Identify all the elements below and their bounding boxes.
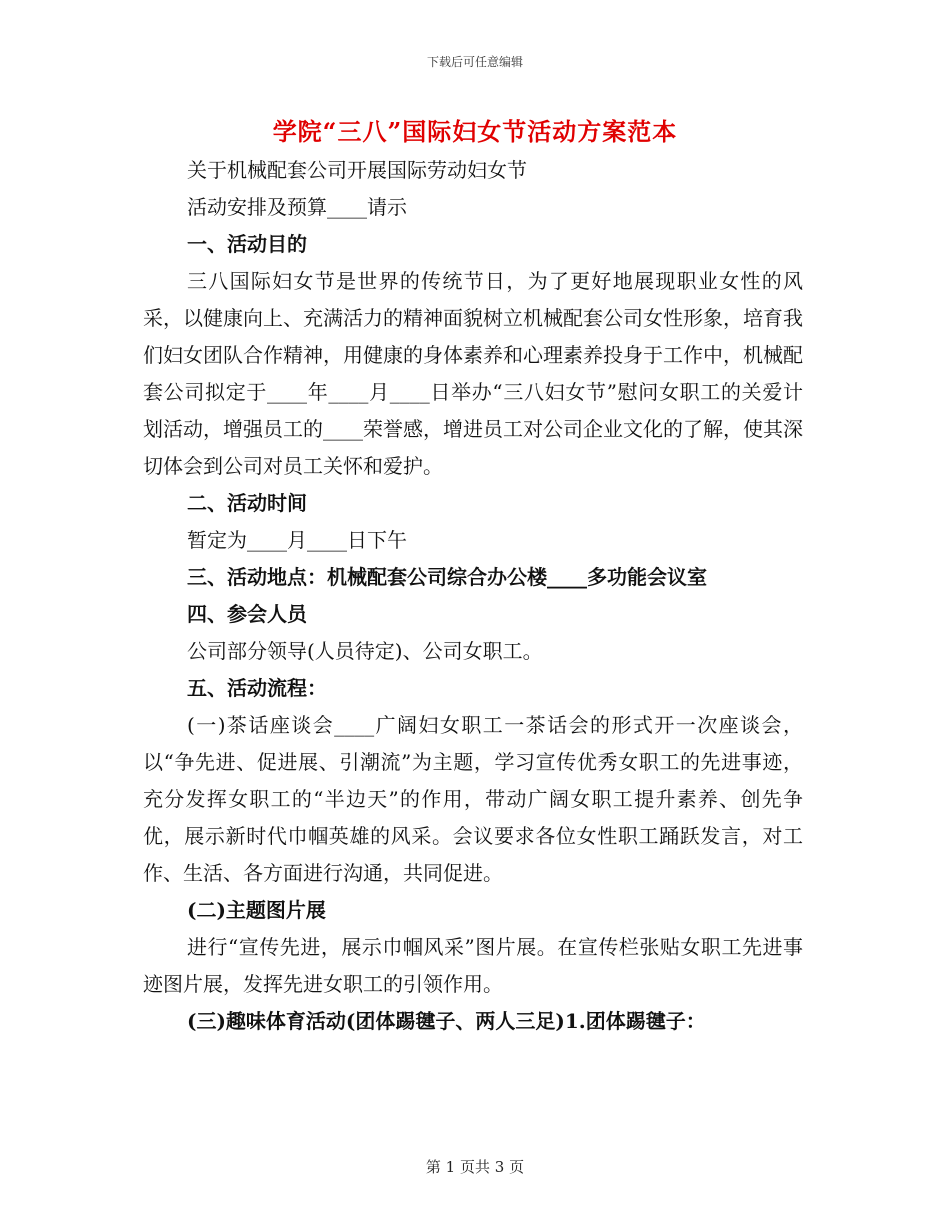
document-body (143, 152, 803, 1040)
section-4-paragraph: 公司部分领导(人员待定)、公司女职工。 (187, 639, 543, 663)
intro-line-1: 关于机械配套公司开展国际劳动妇女节 (187, 158, 527, 182)
section-5-sub-3-heading: (三)趣味体育活动(团体踢毽子、两人三足)1.团体踢毽子： (187, 1009, 706, 1033)
section-2-heading: 二、活动时间 (187, 491, 307, 515)
section-4-heading: 四、参会人员 (187, 602, 307, 626)
page-header: 下载后可任意编辑 (426, 55, 523, 69)
section-5-sub-2-paragraph: 进行“宣传先进，展示巾帼风采”图片展。在宣传栏张贴女职工先进事迹图片展，发挥先进女职工的引领作用。 (143, 935, 803, 996)
page-footer: 第 1 页共 3 页 (425, 1158, 525, 1176)
section-2-paragraph: 暂定为____月____日下午 (187, 528, 407, 552)
section-5-sub-1-paragraph: (一)茶话座谈会____广阔妇女职工一茶话会的形式开一次座谈会，以“争先进、促进展、引潮流”为主题，学习宣传优秀女职工的先进事迹，充分发挥女职工的“半边天”的作用，带动广阔女职工提升素养、创先争优，展示新时代巾帼英雄的风采。会议要求各位女性职工踊跃发言，对工作、生活、各方面进行沟通，共同促进。 (143, 713, 803, 885)
intro-line-2: 活动安排及预算____请示 (187, 195, 407, 219)
section-1-heading: 一、活动目的 (187, 232, 307, 256)
section-5-sub-2-heading: (二)主题图片展 (187, 898, 326, 922)
section-5-heading: 五、活动流程： (187, 676, 327, 700)
section-3-heading: 三、活动地点：机械配套公司综合办公楼____多功能会议室 (187, 565, 707, 589)
section-1-paragraph: 三八国际妇女节是世界的传统节日，为了更好地展现职业女性的风采，以健康向上、充满活力的精神面貌树立机械配套公司女性形象，培育我们妇女团队合作精神，用健康的身体素养和心理素养投身于工作中，机械配套公司拟定于____年____月____日举办“三八妇女节”慰问女职工的关爱计划活动，增强员工的____荣誉感，增进员工对公司企业文化的了解，使其深切体会到公司对员工关怀和爱护。 (143, 269, 803, 478)
document-title: 学院“三八”国际妇女节活动方案范本 (272, 117, 678, 146)
